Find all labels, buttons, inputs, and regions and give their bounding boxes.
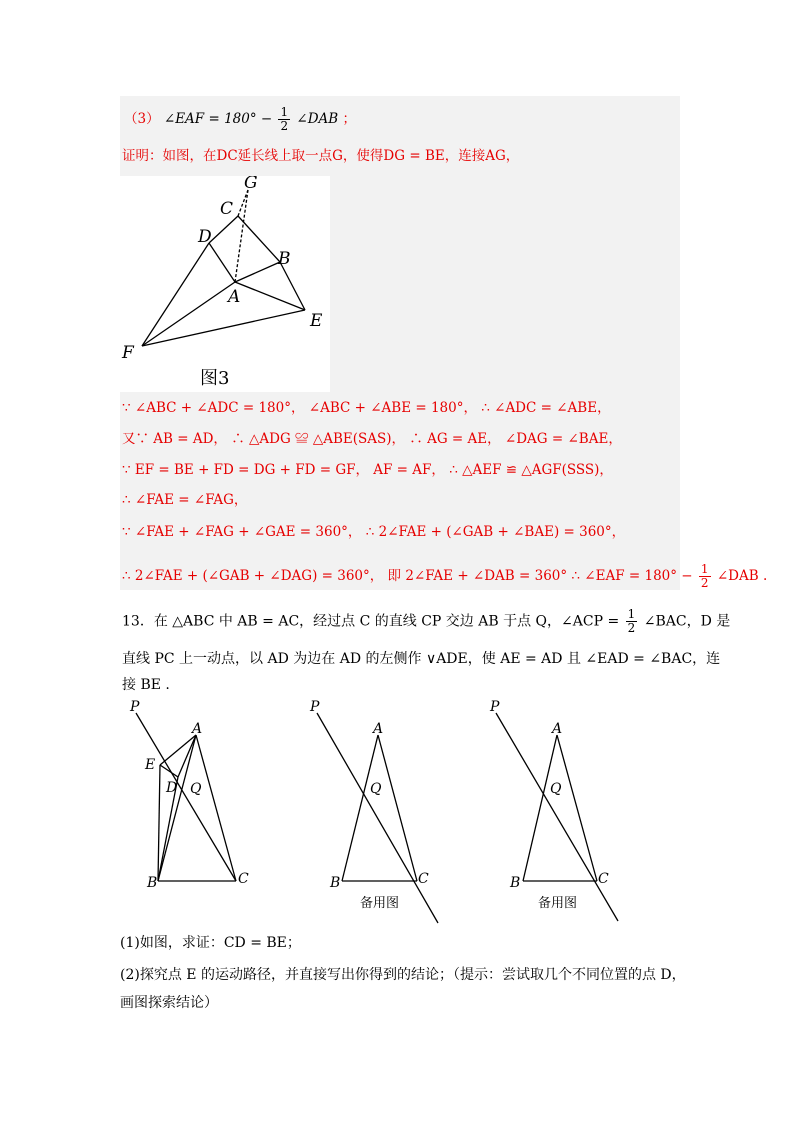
- part3-end: ；: [342, 111, 357, 127]
- proof-intro: 证明：如图，在DC延长线上取一点G，使得DG = BE，连接AG，: [122, 148, 520, 164]
- fig3-line-DA: [209, 243, 235, 282]
- q13-line-2: 直线 PC 上一动点，以 AD 为边在 AD 的左侧作 ∨ADE，使 AE = AD 且 ∠EAD = ∠BAC，连: [122, 651, 721, 667]
- fig3-label-F: F: [122, 343, 134, 363]
- q13-line-1-text: 13．在 △ABC 中 AB = AC，经过点 C 的直线 CP 交边 AB 于点 Q，∠ACP =: [122, 613, 620, 630]
- fig1-label-B: B: [147, 875, 158, 891]
- fig1-line-EB: [158, 765, 160, 881]
- fig2-label-C: C: [418, 871, 429, 887]
- q13-frac-num: 1: [627, 607, 636, 621]
- proof-line-6-right: ∠DAB .: [716, 568, 768, 584]
- q13-figure-1: [129, 699, 249, 891]
- fig3b-label-P: P: [490, 699, 500, 715]
- fig3b-label-C: C: [598, 871, 609, 887]
- proof-line-6-fraction: [699, 563, 711, 590]
- fig2-label-B: B: [330, 875, 341, 891]
- fig2-line-AC: [378, 735, 417, 881]
- fig1-label-D: D: [166, 780, 178, 796]
- fig3-label-D: D: [198, 227, 212, 247]
- fig3-line-DC: [209, 216, 238, 243]
- fig1-label-P: P: [130, 699, 140, 715]
- fig3-line-FA: [142, 282, 235, 346]
- fig1-label-E: E: [145, 757, 156, 773]
- fig1-line-BA: [158, 735, 196, 881]
- q13-figure-3: [489, 699, 618, 921]
- proof-line-4: ∴ ∠FAE = ∠FAG，: [122, 492, 248, 508]
- fig3-label-B: B: [278, 249, 291, 269]
- fig2-caption: 备用图: [360, 896, 400, 911]
- q13-line-3: 接 BE .: [122, 677, 170, 693]
- proof-line-6-left: ∴ 2∠FAE + (∠GAB + ∠DAG) = 360°， 即 2∠FAE + ∠DAB = 360° ∴ ∠EAF = 180° −: [122, 568, 693, 584]
- part3-statement: [124, 106, 356, 133]
- fig3-line-CB: [238, 216, 280, 262]
- fig3-label-A: A: [228, 287, 241, 307]
- fig3-line-CG: [238, 190, 248, 216]
- fig3-line-FD: [142, 243, 209, 346]
- fig3b-line-AC: [557, 735, 597, 881]
- proof-line-1: ∵ ∠ABC + ∠ADC = 180°， ∠ABC + ∠ABE = 180°， ∴ ∠ADC = ∠ABE，: [122, 400, 611, 416]
- fig1-line-AC: [196, 735, 236, 881]
- fig3-label-G: G: [244, 176, 258, 193]
- fig1-line-EA: [160, 735, 196, 765]
- proof-line-6-frac-num: 1: [700, 562, 709, 576]
- q13-line-1-tail: ∠BAC，D 是: [643, 613, 731, 630]
- fig2-line-BA: [342, 735, 378, 881]
- sub-question-2-line-2: 画图探索结论）: [120, 995, 218, 1011]
- fig3-line-AE: [235, 282, 305, 310]
- fig2-label-P: P: [310, 699, 320, 715]
- fig1-label-Q: Q: [190, 781, 202, 797]
- sub-question-1: (1)如图，求证：CD = BE；: [120, 935, 301, 951]
- q13-line-1: [122, 608, 730, 635]
- q13-figure-2: [309, 699, 438, 923]
- proof-line-2: 又∵ AB = AD， ∴ △ADG ≌ △ABE(SAS)， ∴ AG = AE， ∠DAG = ∠BAE，: [122, 431, 622, 447]
- figure-3: [120, 176, 330, 392]
- sub-question-2-line-1: (2)探究点 E 的运动路径，并直接写出你得到的结论；（提示：尝试取几个不同位置的点 D，: [120, 967, 686, 983]
- fig2-label-A: A: [373, 721, 384, 737]
- part3-formula-rhs: ∠DAB: [296, 111, 339, 127]
- fig1-line-PC: [136, 713, 236, 881]
- fig3-label-E: E: [310, 311, 323, 331]
- fig3b-label-A: A: [552, 721, 563, 737]
- fig3-label-C: C: [220, 199, 234, 219]
- fig3b-label-B: B: [510, 875, 521, 891]
- fig3-line-AB: [235, 262, 280, 282]
- fig3b-caption: 备用图: [538, 896, 578, 911]
- fig2-label-Q: Q: [370, 781, 382, 797]
- part3-frac-num: 1: [280, 105, 289, 119]
- fig3-line-BE: [280, 262, 305, 310]
- fig3-line-FE: [142, 310, 305, 346]
- part3-formula-lhs: ∠EAF = 180° −: [163, 111, 273, 127]
- figure-3-diagram: [120, 176, 330, 392]
- q13-frac-den: 2: [627, 621, 636, 635]
- part3-fraction: [278, 106, 290, 133]
- proof-line-3: ∵ EF = BE + FD = DG + FD = GF， AF = AF， ∴ △AEF ≌ △AGF(SSS)，: [122, 462, 613, 478]
- fig3-line-AG: [235, 190, 248, 282]
- fig2-line-PC: [317, 713, 438, 923]
- fig3b-label-Q: Q: [550, 781, 562, 797]
- part3-frac-den: 2: [280, 119, 289, 133]
- fig1-line-ED: [160, 765, 178, 777]
- fig3-caption: 图3: [200, 368, 230, 389]
- fig1-label-A: A: [192, 721, 203, 737]
- fig1-label-C: C: [238, 871, 249, 887]
- q13-fraction: [626, 608, 638, 635]
- proof-line-6: [122, 563, 767, 590]
- part3-label: （3）: [124, 111, 160, 127]
- q13-figures: [120, 695, 680, 930]
- proof-line-6-frac-den: 2: [700, 576, 709, 590]
- proof-line-5: ∵ ∠FAE + ∠FAG + ∠GAE = 360°， ∴ 2∠FAE + (∠GAB + ∠BAE) = 360°，: [122, 524, 626, 540]
